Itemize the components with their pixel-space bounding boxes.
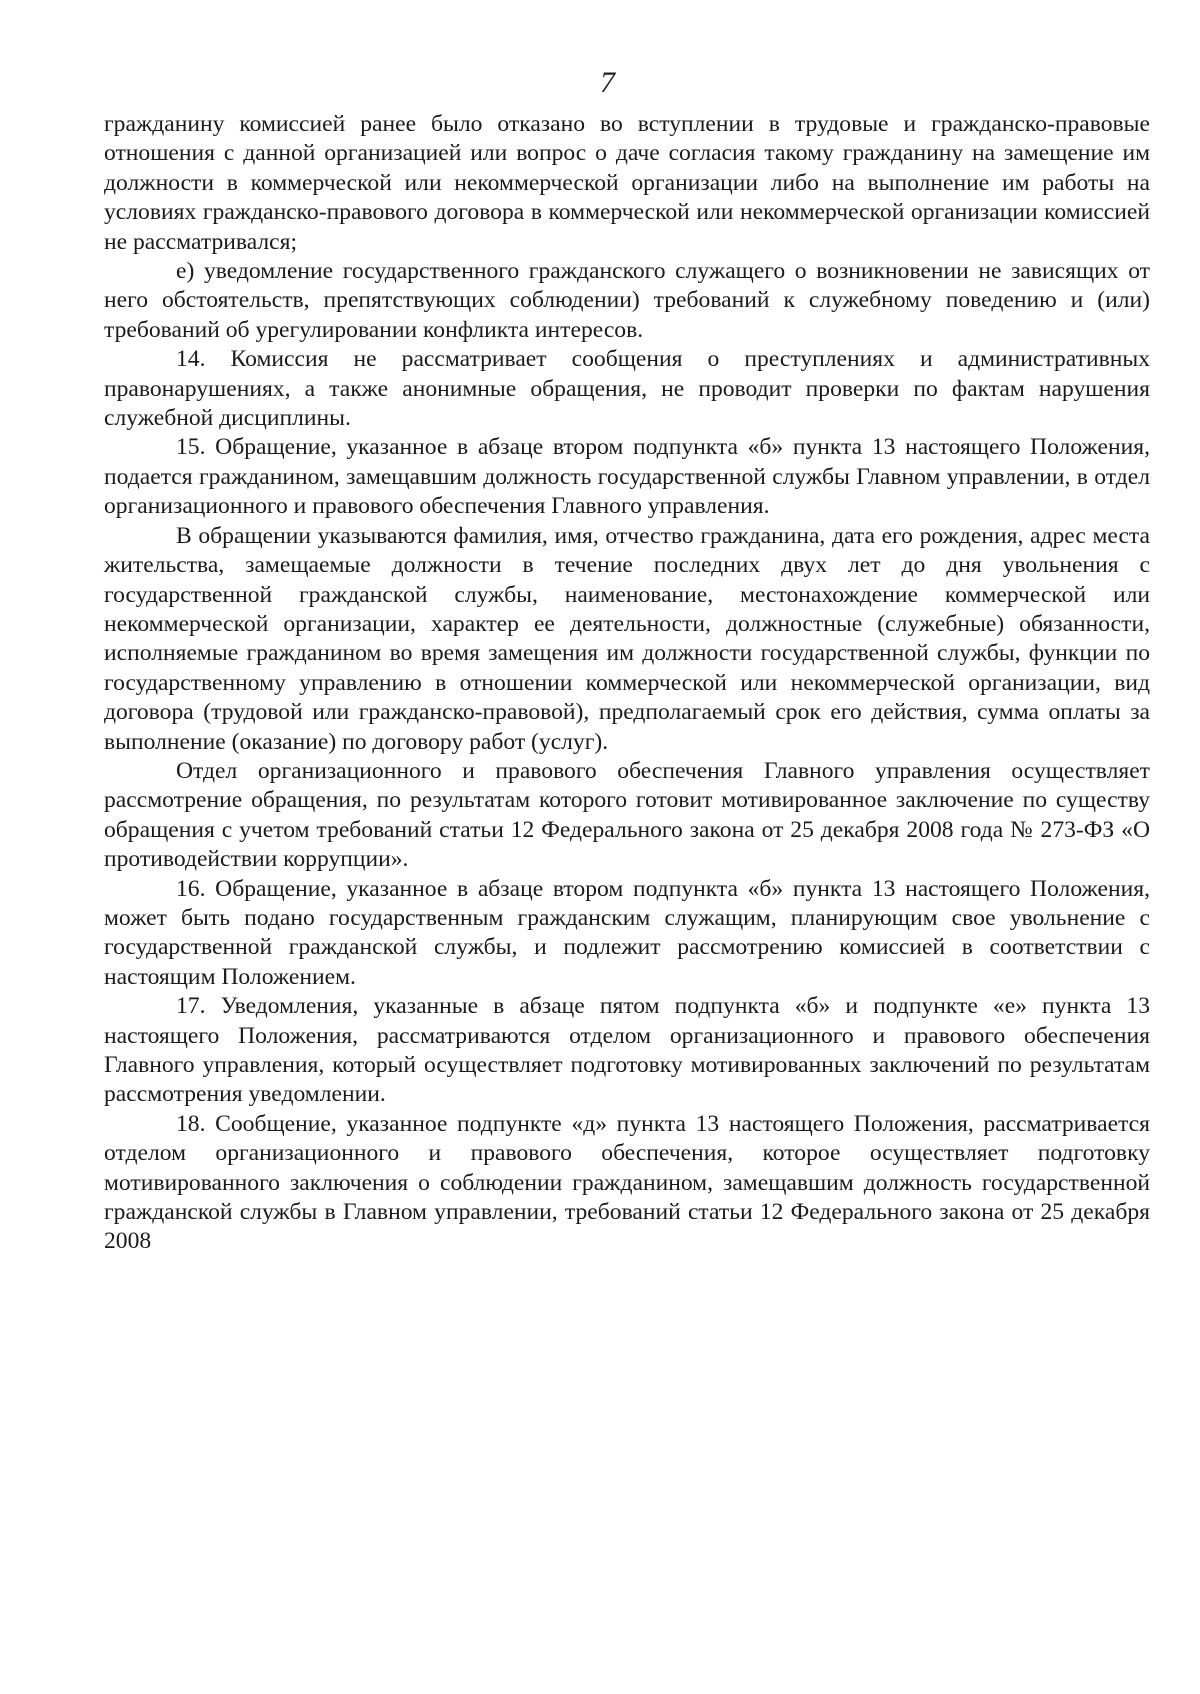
- paragraph-department-review: Отдел организационного и правового обеспечения Главного управления осуществляет рассмотрение обращения, по результатам которого готовит мотивированное заключение по существу обращения с учетом требований статьи 12 Федерального закона от 25 декабря 2008 года № 273-ФЗ «О противодействии коррупции».: [104, 757, 1150, 873]
- paragraph-continuation: гражданину комиссией ранее было отказано во вступлении в трудовые и гражданско-правовые отношения с данной организацией или вопрос о даче согласия такому гражданину на замещение им должности в коммерческой или некоммерческой организации либо на выполнение им работы на условиях гражданско-правового договора в коммерческой или некоммерческой организации комиссией не рассматривался;: [104, 111, 1150, 255]
- page-number: 7: [600, 66, 615, 99]
- paragraph-item-18: 18. Сообщение, указанное подпункте «д» пункта 13 настоящего Положения, рассматривается отделом организационного и правового обеспечения, которое осуществляет подготовку мотивированного заключения о соблюдении гражданином, замещавшим должность государственной гражданской службы в Главном управлении, требований статьи 12 Федерального закона от 25 декабря 2008: [104, 1110, 1150, 1255]
- paragraph-subitem-e: е) уведомление государственного гражданского служащего о возникновении не зависящих от него обстоятельств, препятствующих соблюдении) требований к служебному поведению и (или) требований об урегулировании конфликта интересов.: [104, 258, 1150, 343]
- paragraph-item-17: 17. Уведомления, указанные в абзаце пятом подпункта «б» и подпункте «е» пункта 13 настоящего Положения, рассматриваются отделом организационного и правового обеспечения Главного управления, который осуществляет подготовку мотивированных заключений по результатам рассмотрения уведомлении.: [104, 993, 1150, 1108]
- paragraph-item-15: 15. Обращение, указанное в абзаце втором подпункта «б» пункта 13 настоящего Положения, подается гражданином, замещавшим должность государственной службы Главном управлении, в отдел организационного и правового обеспечения Главного управления.: [104, 434, 1150, 520]
- document-body: [104, 110, 1150, 1257]
- paragraph-item-16: 16. Обращение, указанное в абзаце втором подпункта «б» пункта 13 настоящего Положения, может быть подано государственным гражданским служащим, планирующим свое увольнение с государственной гражданской службы, и подлежит рассмотрению комиссией в соответствии с настоящим Положением.: [104, 875, 1150, 990]
- paragraph-appeal-contents: В обращении указываются фамилия, имя, отчество гражданина, дата его рождения, адрес места жительства, замещаемые должности в течение последних двух лет до дня увольнения с государственной гражданской службы, наименование, местонахождение коммерческой или некоммерческой организации, характер ее деятельности, должностные (служебные) обязанности, исполняемые гражданином во время замещения им должности государственной службы, функции по государственному управлению в отношении коммерческой или некоммерческой организации, вид договора (трудовой или гражданско-правовой), предполагаемый срок его действия, сумма оплаты за выполнение (оказание) по договору работ (услуг).: [104, 522, 1150, 755]
- paragraph-item-14: 14. Комиссия не рассматривает сообщения о преступлениях и административных правонарушениях, а также анонимные обращения, не проводит проверки по фактам нарушения служебной дисциплины.: [104, 346, 1150, 432]
